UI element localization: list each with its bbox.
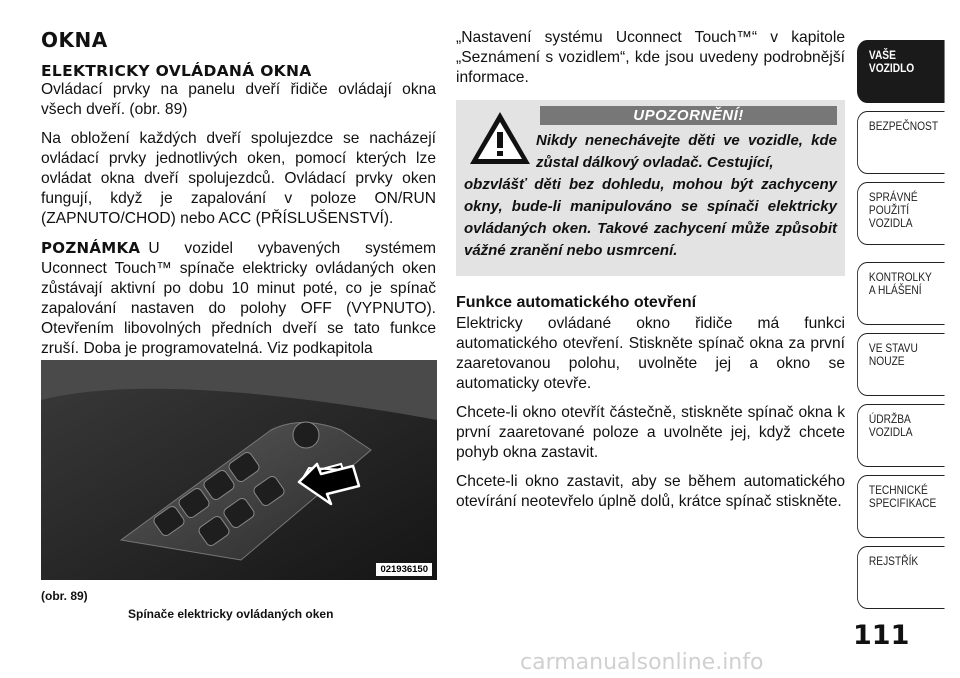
tab-label-line: A HLÁŠENÍ xyxy=(868,283,922,297)
paragraph-stop: Chcete-li okno zastavit, aby se během automatického otevírání neotevřelo úplně dolů, krátce spínač stiskněte. xyxy=(456,473,845,510)
tab-vase-vozidlo[interactable] xyxy=(857,40,945,103)
tab-label-line: SPECIFIKACE xyxy=(868,496,937,510)
paragraph-auto-open: Elektricky ovládané okno řidiče má funkci automatického otevření. Stiskněte spínač okna za první zaaretovanou polohu, uvolněte jej a okno se automaticky otevře. xyxy=(456,315,845,392)
section-title: OKNA xyxy=(41,28,108,52)
page-number: 111 xyxy=(853,620,910,651)
chapter-tabs xyxy=(857,0,960,678)
warning-title: UPOZORNĚNÍ! xyxy=(540,106,837,125)
watermark: carmanualsonline.info xyxy=(520,650,764,675)
tab-ve-stavu-nouze[interactable] xyxy=(857,333,945,396)
warning-triangle-icon xyxy=(466,108,534,168)
tab-label-line: SPRÁVNÉ xyxy=(868,190,918,204)
paragraph-passenger-controls: Na obložení každých dveří spolujezdce se nacházejí ovládací prvky jednotlivých oken, pomocí kterých lze ovládat okna dveří spolujezdců. Ovládací prvky oken fungují, když je zapalování v poloze ON/RUN (ZAPNUTO/CHOD) nebo ACC (PŘÍSLUŠENSTVÍ). xyxy=(41,130,436,227)
tab-label-line: REJSTŘÍK xyxy=(868,554,919,568)
tab-bezpecnost[interactable] xyxy=(857,111,945,174)
warning-text-first: Nikdy nenechávejte děti ve vozidle, kde zůstal dálkový ovladač. Cestující, xyxy=(536,132,837,171)
tab-spravne-pouziti[interactable] xyxy=(857,182,945,245)
tab-label-line: BEZPEČNOST xyxy=(868,119,939,133)
left-column xyxy=(41,28,436,368)
tab-kontrolky[interactable] xyxy=(857,262,945,325)
tab-label-line: VAŠE xyxy=(868,48,896,62)
auto-open-heading: Funkce automatického otevření xyxy=(456,294,697,311)
tab-label-line: ÚDRŽBA xyxy=(868,412,911,426)
right-column xyxy=(456,28,845,521)
tab-technicke-specifikace[interactable] xyxy=(857,475,945,538)
tab-label-line: VOZIDLA xyxy=(868,425,913,439)
warning-box xyxy=(456,100,845,276)
window-switch-photo xyxy=(41,360,437,580)
paragraph-partial-open: Chcete-li okno otevřít částečně, stiskněte spínač okna k první zaaretované poloze a uvolněte jej, když chcete pohyb okna zastavit. xyxy=(456,404,845,461)
note-label: POZNÁMKA xyxy=(41,239,141,257)
subsection-title: ELEKTRICKY OVLÁDANÁ OKNA xyxy=(41,62,312,80)
paragraph-controls: Ovládací prvky na panelu dveří řidiče ovládají okna všech dveří. (obr. 89) xyxy=(41,81,436,118)
tab-label-line: TECHNICKÉ xyxy=(868,483,928,497)
tab-label-line: KONTROLKY xyxy=(868,270,932,284)
note-text: U vozidel vybavených systémem Uconnect Touch™ spínače elektricky ovládaných oken zůstávají aktivní po dobu 10 minut poté, co je spínač zapalování nastaven do polohy OFF (VYPNUTO). Otevřením libovolných předních dveří se tato funkce zruší. Doba je programovatelná. Viz podkapitola xyxy=(41,240,436,357)
tab-label-line: VOZIDLA xyxy=(868,216,913,230)
tab-label-line: NOUZE xyxy=(868,354,905,368)
figure-caption: Spínače elektricky ovládaných oken xyxy=(128,607,334,621)
switch-panel-illustration xyxy=(41,360,437,580)
tab-rejstrik[interactable] xyxy=(857,546,945,609)
warning-text-rest: obzvlášť děti bez dohledu, mohou být zachyceny okny, bude-li manipulováno se spínači elektricky ovládaných oken. Takové zachycení může způsobit vážné zranění nebo usmrcení. xyxy=(464,176,837,259)
note-paragraph xyxy=(41,238,436,359)
paragraph-continued: „Nastavení systému Uconnect Touch™“ v kapitole „Seznámení s vozidlem“, kde jsou uvedeny podrobnější informace. xyxy=(456,29,845,86)
tab-label-line: VE STAVU xyxy=(868,341,918,355)
tab-label-line: VOZIDLO xyxy=(868,61,915,75)
figure-number: (obr. 89) xyxy=(41,589,88,603)
figure-code: 021936150 xyxy=(376,563,432,576)
tab-label-line: POUŽITÍ xyxy=(868,203,910,217)
tab-udrzba[interactable] xyxy=(857,404,945,467)
